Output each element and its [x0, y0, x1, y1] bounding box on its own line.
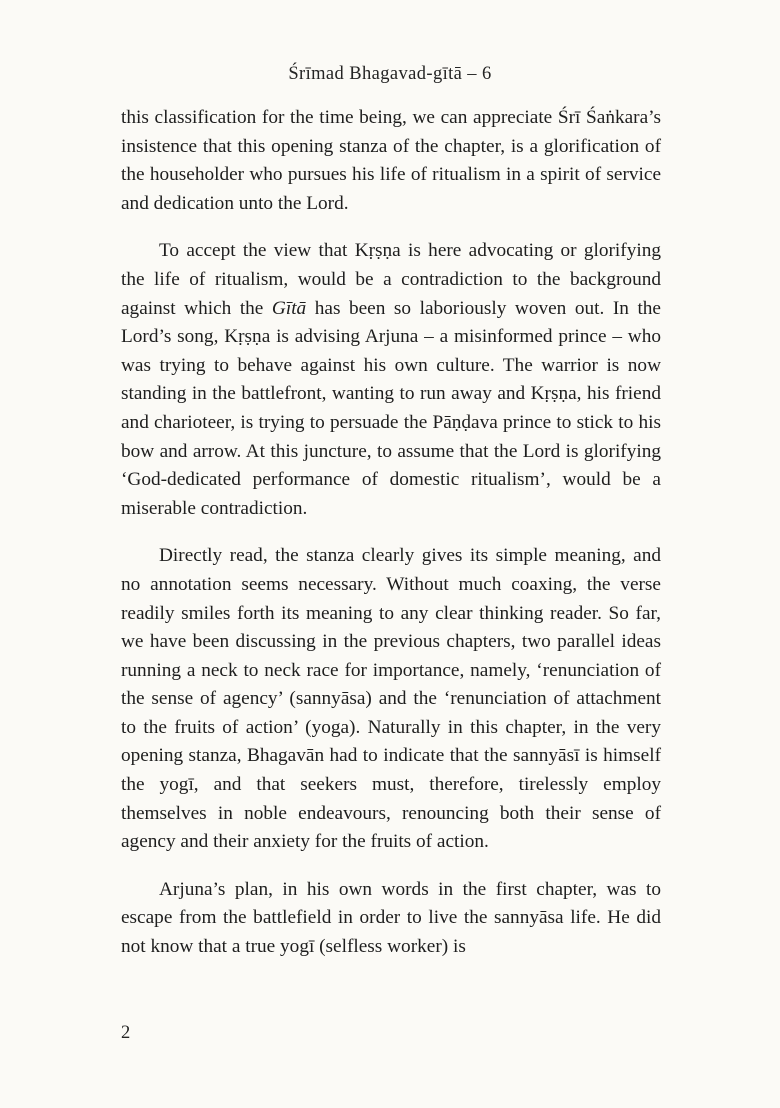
paragraph — [121, 876, 661, 962]
text-run: Arjuna’s plan, in his own words in the first chapter, was to escape from the battlefield in order to live the sannyāsa life. He did not know that a true yogī (selfless worker) is — [121, 878, 661, 958]
text-run: To accept the view that Kṛṣṇa is here advocating or glorifying the life of ritualism, would be a contradiction to the background against which the — [121, 240, 661, 319]
text-run: Directly read, the stanza clearly gives its simple meaning, and no annotation seems necessary. Without much coaxing, the verse readily smiles forth its meaning to any clear thinking reader. So far, we have been discussing in the previous chapters, two parallel ideas running a neck to neck race for importance, namely, ‘renunciation of the sense of agency’ (sannyāsa) and the ‘renunciation of attachment to the fruits of action’ (yoga). Naturally in this chapter, in the very opening stanza, Bhagavān had to indicate that the sannyāsī is himself the yogī, and that seekers must, therefore, tirelessly employ themselves in noble endeavours, renouncing both their sense of agency and their anxiety for the fruits of action. — [121, 545, 661, 853]
text-run: has been so laboriously woven out. In the Lord’s song, Kṛṣṇa is advising Arjuna – a misinformed prince – who was trying to behave against his own culture. The warrior is now standing in the battlefront, wanting to run away and Kṛṣṇa, his friend and charioteer, is trying to persuade the Pāṇḍava prince to stick to his bow and arrow. At this juncture, to assume that the Lord is glorifying ‘God-dedicated performance of domestic ritualism’, would be a miserable contradiction. — [121, 297, 661, 519]
paragraph — [121, 237, 661, 523]
paragraph — [121, 542, 661, 857]
running-header: Śrīmad Bhagavad-gītā – 6 — [288, 64, 492, 84]
paragraph — [121, 104, 661, 218]
page-number: 2 — [121, 1023, 131, 1043]
text-run: this classification for the time being, we can appreciate Śrī Śaṅkara’s insistence that this opening stanza of the chapter, is a glorification of the householder who pursues his life of ritualism in a spirit of service and dedication unto the Lord. — [121, 107, 661, 214]
italic-text-run: Gītā — [271, 297, 307, 319]
page-body — [121, 104, 661, 962]
